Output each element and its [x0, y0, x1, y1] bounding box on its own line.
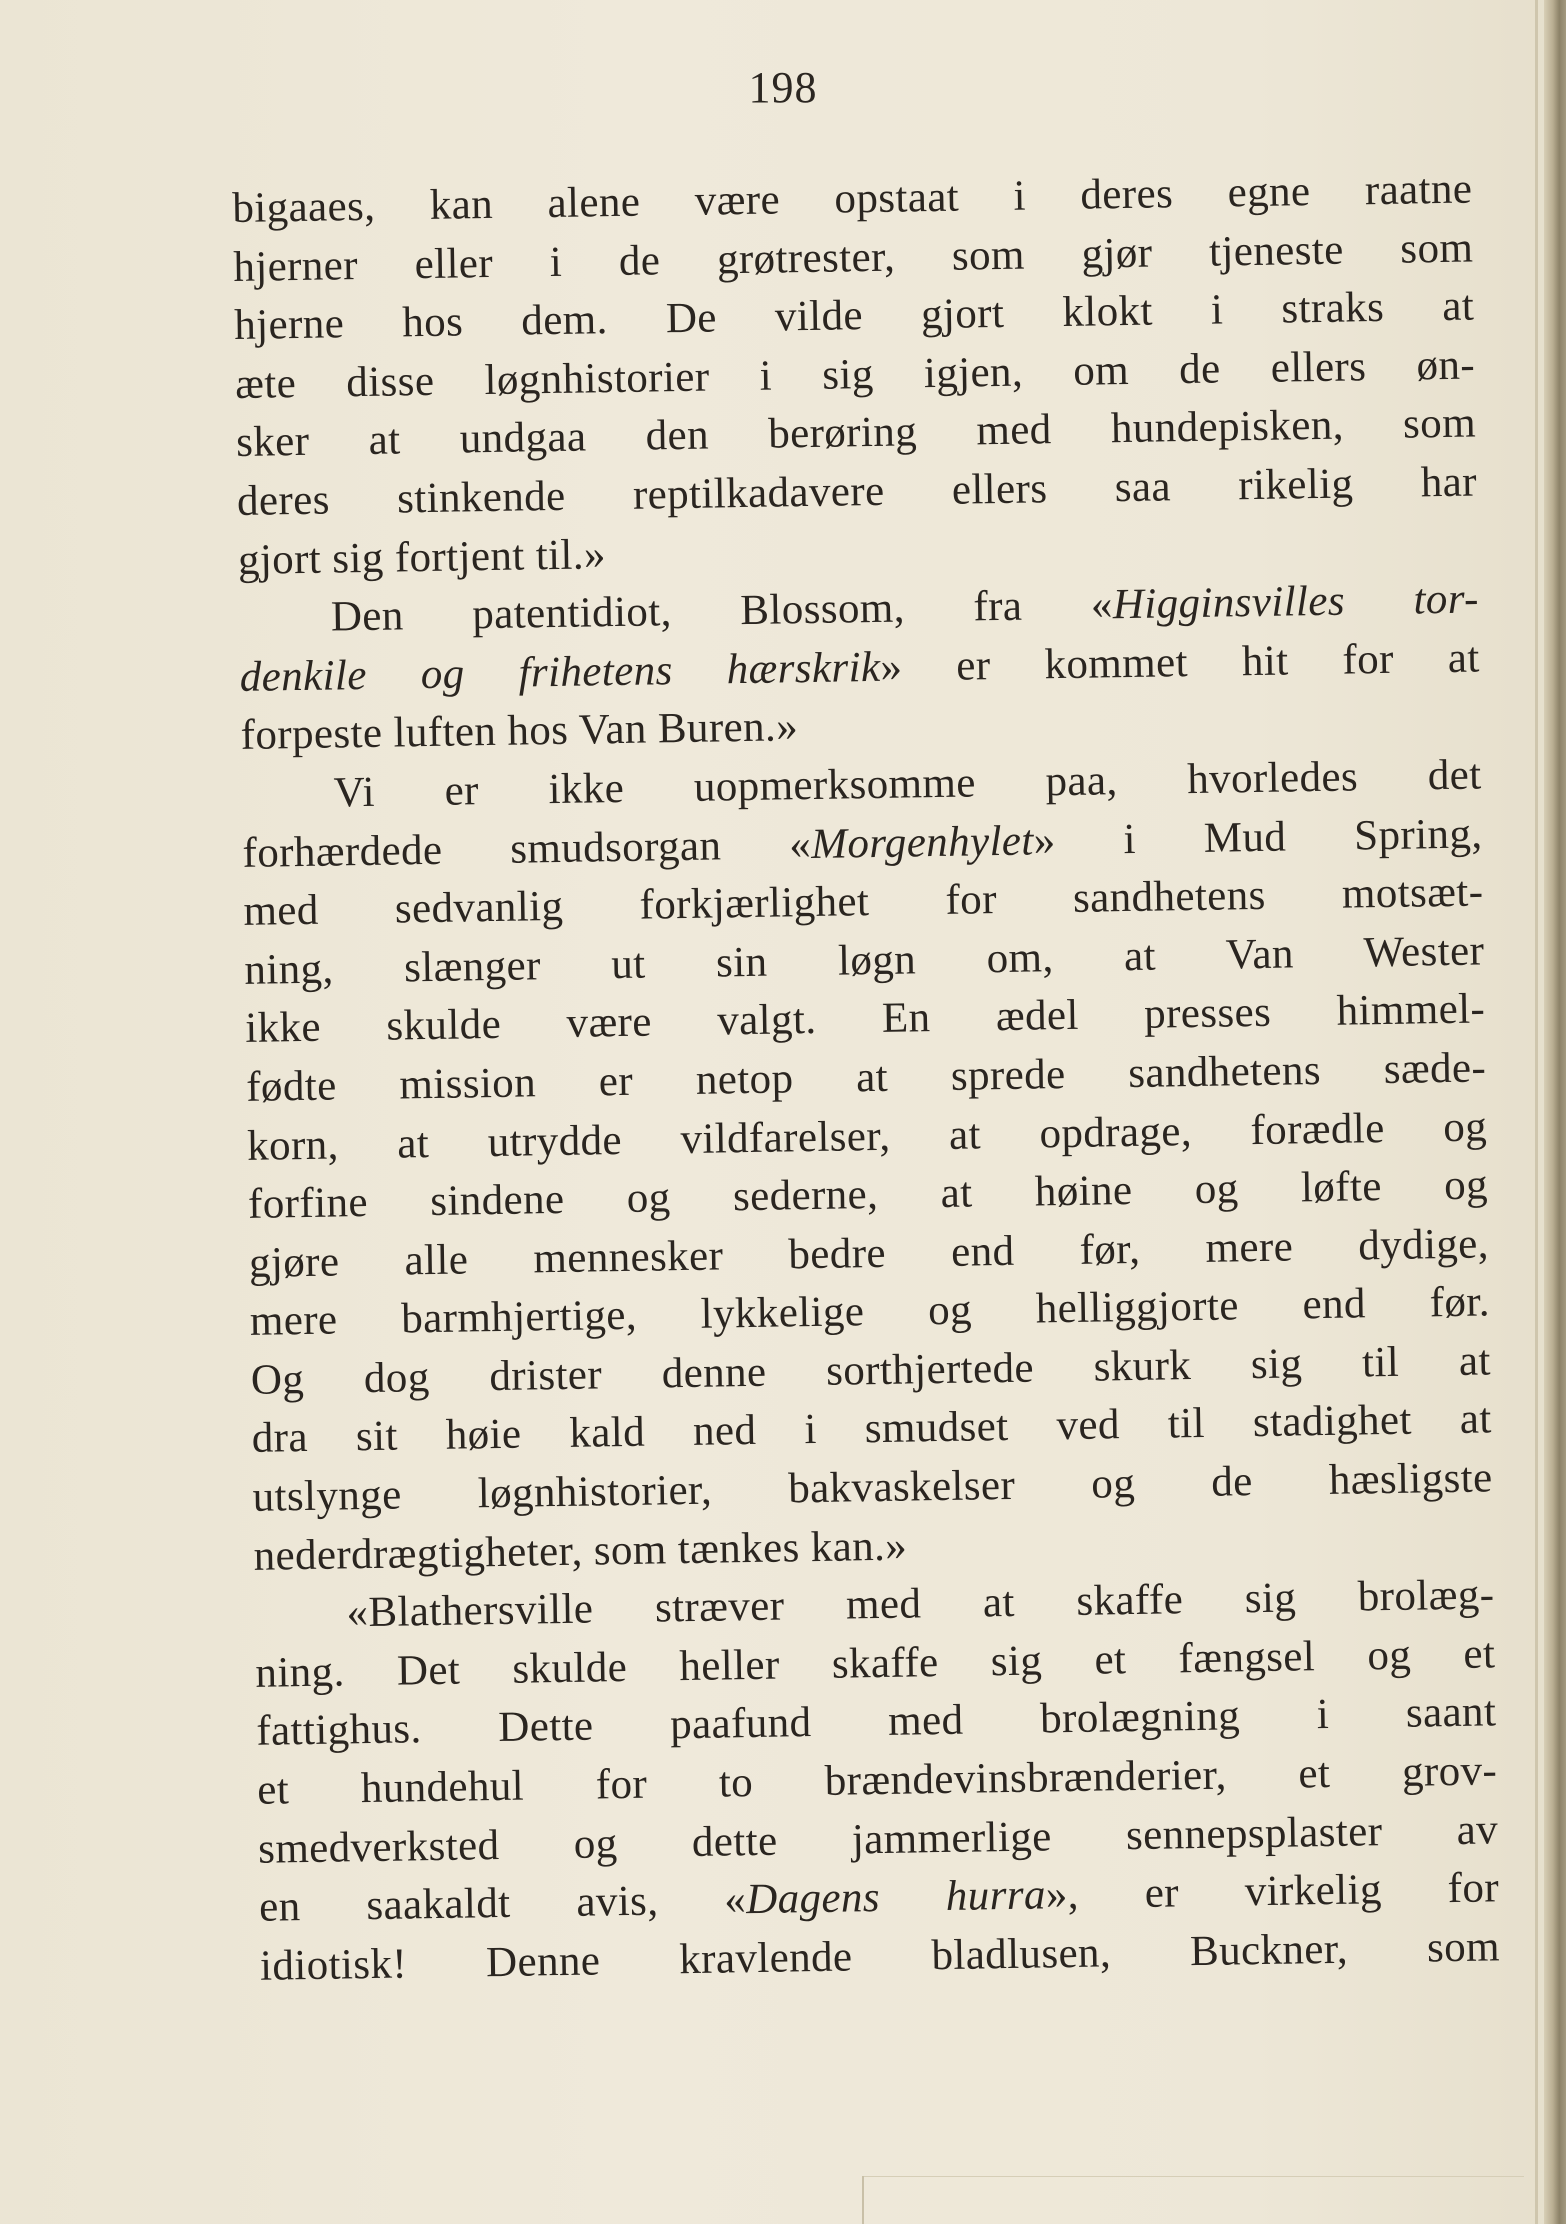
text-line: fattighus. Dette paafund med brolægning i saant [256, 1688, 1497, 1756]
page-edge-shadow [1544, 0, 1566, 2224]
scan-artifact-mark [862, 2176, 864, 2224]
text-line: hjerne hos dem. De vilde gjort klokt i straks at [233, 282, 1475, 350]
text-line: ikke skulde være valgt. En ædel presses himmel- [244, 985, 1486, 1053]
text-line: æte disse løgnhistorier i sig igjen, om de ellers øn- [234, 341, 1476, 408]
text-segment: Den patentidiot, Blossom, fra « [330, 581, 1114, 641]
text-line: forpeste luften hos Van Buren.» [240, 703, 799, 760]
text-line: dra sit høie kald ned i smudset ved til stadighet at [251, 1395, 1492, 1463]
body-text [232, 161, 1500, 1997]
italic-title: denkile og frihetens hærskrik [239, 643, 881, 701]
text-line: hjerner eller i de grøtrester, som gjør tjeneste som [232, 224, 1474, 291]
text-line: utslynge løgnhistorier, bakvaskelser og de hæsligste [252, 1454, 1493, 1521]
italic-title: Morgenhylet [810, 817, 1035, 868]
text-line: korn, at utrydde vildfarelser, at opdrage, forædle og [246, 1102, 1488, 1170]
text-line: nederdrægtigheter, som tænkes kan.» [253, 1522, 908, 1580]
text-line: gjort sig fortjent til.» [237, 530, 607, 584]
text-line: fødte mission er netop at sprede sandhetens sæde- [245, 1044, 1487, 1111]
scan-artifact-line [864, 2176, 1524, 2177]
text-segment: » er kommet hit for at [880, 634, 1481, 691]
italic-title: Higginsvilles tor- [1112, 575, 1480, 629]
text-line: ning. Det skulde heller skaffe sig et fængsel og et [255, 1630, 1496, 1697]
text-line: Og dog drister denne sorthjertede skurk sig til at [250, 1337, 1492, 1404]
text-line: smedverksted og dette jammerlige sennepsplaster av [257, 1805, 1499, 1873]
text-line: idiotisk! Denne kravlende bladlusen, Buckner, som [259, 1923, 1501, 1990]
text-line: bigaaes, kan alene være opstaat i deres egne raatne [232, 165, 1473, 232]
text-segment: forhærdede smudsorgan « [242, 820, 812, 877]
text-segment: » i Mud Spring, [1033, 809, 1483, 865]
text-line: forfine sindene og sederne, at høine og løfte og [247, 1161, 1489, 1228]
text-line: «Blathersville stræver med at skaffe sig brolæg- [346, 1571, 1495, 1637]
text-line: deres stinkende reptilkadavere ellers saa rikelig har [236, 458, 1478, 525]
italic-title: Dagens hurra [745, 1871, 1047, 1924]
text-line: med sedvanlig forkjærlighet for sandhetens motsæt- [243, 868, 1484, 936]
page-edge-line [1535, 0, 1538, 2224]
text-line: mere barmhjertige, lykkelige og helliggjorte end før. [249, 1278, 1491, 1346]
text-line: ning, slænger ut sin løgn om, at Van Wester [244, 927, 1485, 994]
text-line: Vi er ikke uopmerksomme paa, hvorledes det [333, 751, 1482, 817]
text-line: et hundehul for to brændevinsbrænderier, et grov- [256, 1747, 1498, 1814]
text-segment: en saakaldt avis, « [258, 1876, 747, 1932]
text-line: gjøre alle mennesker bedre end før, mere dydige, [248, 1220, 1490, 1287]
page-number: 198 [748, 63, 818, 112]
text-line: sker at undgaa den berøring med hundepisken, som [235, 399, 1477, 467]
text-segment: », er virkelig for [1045, 1864, 1500, 1919]
